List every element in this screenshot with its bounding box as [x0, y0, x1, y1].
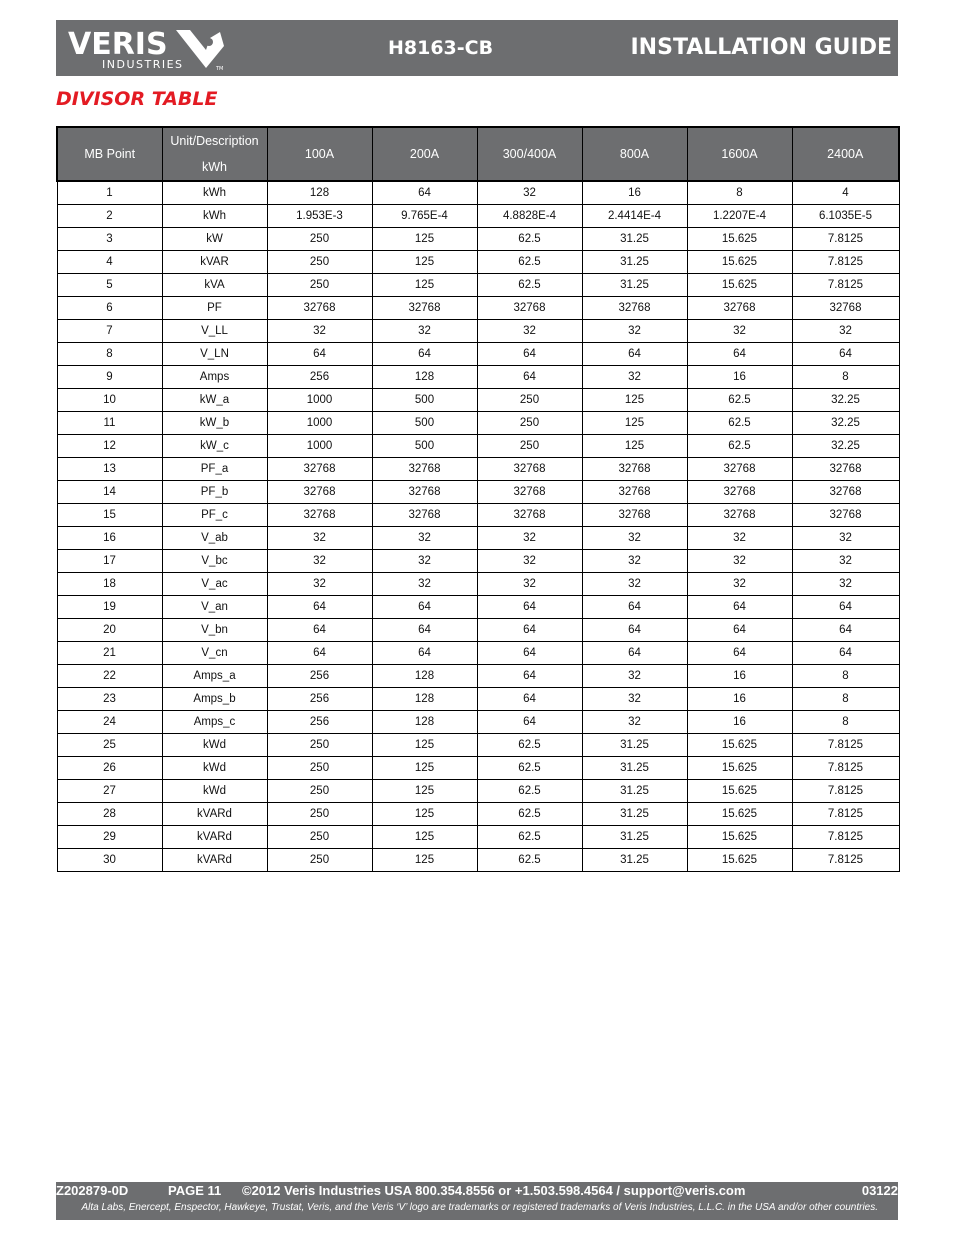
table-cell: 10 [57, 389, 162, 412]
column-header-100a: 100A [267, 127, 372, 181]
table-cell: 4 [57, 251, 162, 274]
table-cell: kWh [162, 181, 267, 205]
table-cell: 500 [372, 389, 477, 412]
table-cell: 15.625 [687, 826, 792, 849]
table-cell: Amps_c [162, 711, 267, 734]
table-cell: 64 [687, 596, 792, 619]
table-cell: PF_c [162, 504, 267, 527]
table-cell: 32 [582, 711, 687, 734]
table-cell: 64 [477, 343, 582, 366]
table-cell: kWh [162, 205, 267, 228]
table-row [57, 596, 899, 619]
table-cell: 3 [57, 228, 162, 251]
table-cell: 16 [57, 527, 162, 550]
table-cell: 125 [372, 849, 477, 872]
table-cell: 18 [57, 573, 162, 596]
table-cell: 31.25 [582, 274, 687, 297]
table-cell: PF_b [162, 481, 267, 504]
table-cell: 64 [477, 596, 582, 619]
table-cell: 8 [792, 688, 899, 711]
table-cell: 64 [792, 642, 899, 665]
table-cell: 32768 [477, 458, 582, 481]
table-cell: 16 [687, 665, 792, 688]
table-cell: 125 [582, 435, 687, 458]
table-cell: 32.25 [792, 412, 899, 435]
table-cell: 64 [687, 619, 792, 642]
table-cell: 15.625 [687, 757, 792, 780]
table-cell: 26 [57, 757, 162, 780]
table-cell: 250 [477, 435, 582, 458]
table-cell: 32 [477, 527, 582, 550]
table-cell: 32768 [582, 481, 687, 504]
table-cell: 62.5 [477, 757, 582, 780]
table-cell: 16 [582, 181, 687, 205]
table-cell: 64 [582, 343, 687, 366]
column-header-unit [162, 127, 267, 181]
table-cell: kW_b [162, 412, 267, 435]
guide-title: INSTALLATION GUIDE [630, 35, 892, 60]
table-row [57, 435, 899, 458]
table-cell: 15.625 [687, 734, 792, 757]
table-cell: 62.5 [477, 826, 582, 849]
table-cell: 32768 [687, 504, 792, 527]
table-cell: 32768 [477, 481, 582, 504]
table-cell: 32 [372, 527, 477, 550]
table-cell: 14 [57, 481, 162, 504]
table-cell: 125 [582, 389, 687, 412]
table-cell: 7.8125 [792, 849, 899, 872]
table-row [57, 550, 899, 573]
table-row [57, 619, 899, 642]
table-cell: 62.5 [477, 803, 582, 826]
table-row [57, 343, 899, 366]
table-cell: 15 [57, 504, 162, 527]
table-cell: V_ab [162, 527, 267, 550]
logo-tm-text: TM [216, 66, 224, 72]
table-cell: kWd [162, 780, 267, 803]
table-cell: 250 [477, 389, 582, 412]
table-cell: Amps_b [162, 688, 267, 711]
logo-main-text: VERIS [68, 27, 168, 62]
table-cell: 128 [372, 711, 477, 734]
table-cell: 32 [267, 573, 372, 596]
table-cell: 500 [372, 412, 477, 435]
table-cell: 64 [792, 596, 899, 619]
table-cell: 7.8125 [792, 734, 899, 757]
table-row [57, 389, 899, 412]
table-cell: 31.25 [582, 780, 687, 803]
table-cell: 20 [57, 619, 162, 642]
table-cell: 125 [372, 757, 477, 780]
table-cell: 32768 [792, 481, 899, 504]
table-cell: 24 [57, 711, 162, 734]
table-cell: 64 [477, 665, 582, 688]
table-cell: 64 [372, 642, 477, 665]
table-cell: 64 [792, 343, 899, 366]
veris-logo [66, 24, 236, 72]
table-cell: Amps_a [162, 665, 267, 688]
table-cell: 7.8125 [792, 803, 899, 826]
column-header-1600a: 1600A [687, 127, 792, 181]
table-cell: 32 [477, 550, 582, 573]
table-cell: 7.8125 [792, 251, 899, 274]
table-cell: 32768 [582, 458, 687, 481]
table-cell: 32768 [477, 297, 582, 320]
table-cell: 32 [372, 550, 477, 573]
table-cell: 32 [687, 320, 792, 343]
table-cell: 64 [687, 642, 792, 665]
table-cell: V_bc [162, 550, 267, 573]
table-cell: 32 [582, 527, 687, 550]
table-cell: 32 [582, 665, 687, 688]
table-cell: 22 [57, 665, 162, 688]
table-cell: kW [162, 228, 267, 251]
table-cell: 17 [57, 550, 162, 573]
column-header-unit-kwh: kWh [202, 160, 227, 174]
table-cell: 15.625 [687, 849, 792, 872]
table-cell: 1.2207E-4 [687, 205, 792, 228]
table-cell: kW_a [162, 389, 267, 412]
table-row [57, 642, 899, 665]
table-cell: 12 [57, 435, 162, 458]
table-cell: 64 [267, 596, 372, 619]
table-cell: Amps [162, 366, 267, 389]
table-row [57, 527, 899, 550]
table-cell: 125 [582, 412, 687, 435]
table-cell: 62.5 [477, 780, 582, 803]
table-cell: 250 [267, 849, 372, 872]
table-cell: 64 [372, 596, 477, 619]
column-header-mb-point: MB Point [57, 127, 162, 181]
table-cell: 62.5 [477, 274, 582, 297]
section-title: DIVISOR TABLE [56, 88, 218, 110]
table-cell: 250 [267, 803, 372, 826]
footer-date-code: 03122 [861, 1183, 898, 1198]
table-cell: kWd [162, 757, 267, 780]
table-cell: 7.8125 [792, 826, 899, 849]
table-cell: 6 [57, 297, 162, 320]
table-cell: V_LN [162, 343, 267, 366]
table-body [57, 181, 899, 872]
table-cell: 250 [267, 274, 372, 297]
table-cell: 125 [372, 803, 477, 826]
table-cell: 32768 [372, 481, 477, 504]
table-cell: 7 [57, 320, 162, 343]
table-cell: 16 [687, 366, 792, 389]
table-cell: 1.953E-3 [267, 205, 372, 228]
table-cell: V_LL [162, 320, 267, 343]
table-cell: 32 [477, 573, 582, 596]
table-cell: 31.25 [582, 734, 687, 757]
table-cell: 9 [57, 366, 162, 389]
table-cell: 23 [57, 688, 162, 711]
column-header-200a: 200A [372, 127, 477, 181]
table-cell: 30 [57, 849, 162, 872]
table-cell: V_bn [162, 619, 267, 642]
table-cell: 64 [372, 181, 477, 205]
table-cell: kVARd [162, 849, 267, 872]
table-cell: 64 [582, 596, 687, 619]
table-cell: 256 [267, 665, 372, 688]
table-cell: 32 [792, 573, 899, 596]
table-cell: 32768 [792, 458, 899, 481]
table-cell: 1000 [267, 389, 372, 412]
table-cell: 62.5 [687, 412, 792, 435]
page-footer [56, 1182, 898, 1220]
table-cell: 64 [582, 642, 687, 665]
table-cell: 125 [372, 274, 477, 297]
table-cell: 32 [792, 527, 899, 550]
table-cell: 62.5 [477, 251, 582, 274]
table-cell: kVA [162, 274, 267, 297]
column-header-2400a: 2400A [792, 127, 899, 181]
table-cell: 8 [792, 665, 899, 688]
table-cell: 62.5 [477, 849, 582, 872]
table-cell: 62.5 [687, 389, 792, 412]
table-row [57, 481, 899, 504]
table-cell: kWd [162, 734, 267, 757]
table-cell: kVARd [162, 803, 267, 826]
table-cell: 128 [372, 688, 477, 711]
table-cell: 32768 [477, 504, 582, 527]
table-cell: 62.5 [477, 228, 582, 251]
table-row [57, 366, 899, 389]
table-row [57, 297, 899, 320]
table-cell: 29 [57, 826, 162, 849]
table-cell: 62.5 [687, 435, 792, 458]
table-cell: 250 [267, 757, 372, 780]
table-cell: 32 [687, 573, 792, 596]
table-cell: kVARd [162, 826, 267, 849]
table-row [57, 458, 899, 481]
table-cell: 15.625 [687, 780, 792, 803]
table-cell: 32 [582, 366, 687, 389]
table-row [57, 504, 899, 527]
table-cell: 64 [267, 343, 372, 366]
table-cell: 125 [372, 251, 477, 274]
table-cell: 31.25 [582, 251, 687, 274]
table-cell: V_an [162, 596, 267, 619]
table-cell: 64 [477, 619, 582, 642]
table-cell: 7.8125 [792, 228, 899, 251]
table-cell: 250 [477, 412, 582, 435]
table-row [57, 228, 899, 251]
column-header-800a: 800A [582, 127, 687, 181]
table-row [57, 757, 899, 780]
table-row [57, 803, 899, 826]
table-cell: 8 [792, 711, 899, 734]
table-cell: kW_c [162, 435, 267, 458]
table-cell: 32 [477, 320, 582, 343]
table-cell: 11 [57, 412, 162, 435]
table-cell: kVAR [162, 251, 267, 274]
table-row [57, 665, 899, 688]
table-cell: 64 [792, 619, 899, 642]
table-cell: 9.765E-4 [372, 205, 477, 228]
table-row [57, 849, 899, 872]
column-header-300-400a: 300/400A [477, 127, 582, 181]
table-row [57, 205, 899, 228]
table-cell: 2 [57, 205, 162, 228]
table-cell: 32 [267, 527, 372, 550]
table-cell: 32768 [372, 458, 477, 481]
table-cell: 2.4414E-4 [582, 205, 687, 228]
table-cell: 32 [267, 550, 372, 573]
table-cell: 31.25 [582, 849, 687, 872]
table-cell: 25 [57, 734, 162, 757]
table-cell: V_cn [162, 642, 267, 665]
page-header [56, 20, 898, 76]
table-cell: 32768 [687, 481, 792, 504]
table-cell: 7.8125 [792, 757, 899, 780]
footer-copyright: ©2012 Veris Industries USA 800.354.8556 or +1.503.598.4564 / support@veris.com [242, 1183, 746, 1198]
table-cell: 32 [582, 573, 687, 596]
table-cell: 64 [372, 343, 477, 366]
table-cell: 16 [687, 688, 792, 711]
table-cell: PF [162, 297, 267, 320]
table-cell: 32768 [267, 504, 372, 527]
table-cell: 32768 [372, 504, 477, 527]
table-cell: 32 [582, 688, 687, 711]
table-cell: 8 [57, 343, 162, 366]
table-cell: 32768 [372, 297, 477, 320]
table-row [57, 711, 899, 734]
table-cell: 250 [267, 734, 372, 757]
table-cell: V_ac [162, 573, 267, 596]
table-cell: 62.5 [477, 734, 582, 757]
table-cell: 250 [267, 251, 372, 274]
table-cell: 4 [792, 181, 899, 205]
table-cell: 31.25 [582, 228, 687, 251]
table-cell: 256 [267, 366, 372, 389]
table-cell: 32 [792, 320, 899, 343]
table-cell: 31.25 [582, 803, 687, 826]
table-cell: 250 [267, 228, 372, 251]
table-cell: 1000 [267, 412, 372, 435]
table-cell: 13 [57, 458, 162, 481]
table-cell: 32768 [267, 481, 372, 504]
table-cell: 32 [792, 550, 899, 573]
table-cell: 7.8125 [792, 274, 899, 297]
table-cell: 32 [687, 527, 792, 550]
table-cell: 21 [57, 642, 162, 665]
table-cell: 32768 [582, 504, 687, 527]
table-cell: 5 [57, 274, 162, 297]
table-header-row [57, 127, 899, 181]
table-cell: 32 [477, 181, 582, 205]
table-cell: 19 [57, 596, 162, 619]
table-row [57, 320, 899, 343]
table-cell: 256 [267, 711, 372, 734]
table-row [57, 274, 899, 297]
table-cell: 500 [372, 435, 477, 458]
table-cell: 64 [477, 688, 582, 711]
table-cell: 250 [267, 826, 372, 849]
table-row [57, 573, 899, 596]
table-cell: 64 [267, 642, 372, 665]
table-cell: 125 [372, 826, 477, 849]
table-cell: 64 [372, 619, 477, 642]
table-cell: 256 [267, 688, 372, 711]
table-cell: 125 [372, 734, 477, 757]
table-cell: 27 [57, 780, 162, 803]
table-cell: 32 [687, 550, 792, 573]
table-cell: 32 [267, 320, 372, 343]
table-cell: 7.8125 [792, 780, 899, 803]
table-row [57, 181, 899, 205]
table-cell: PF_a [162, 458, 267, 481]
table-cell: 125 [372, 228, 477, 251]
table-cell: 64 [477, 366, 582, 389]
table-cell: 1 [57, 181, 162, 205]
table-cell: 32768 [792, 297, 899, 320]
table-cell: 32768 [267, 297, 372, 320]
logo-sub-text: INDUSTRIES [102, 58, 184, 71]
footer-doc-number: Z202879-0D [56, 1183, 129, 1198]
table-cell: 32768 [687, 458, 792, 481]
footer-trademark: Alta Labs, Enercept, Enspector, Hawkeye, Trustat, Veris, and the Veris ‘V’ logo are trademarks or registered trademarks of Veris Industries, L.L.C. in the USA and/or other countries. [81, 1202, 878, 1213]
table-cell: 6.1035E-5 [792, 205, 899, 228]
table-cell: 32768 [582, 297, 687, 320]
table-cell: 15.625 [687, 251, 792, 274]
table-row [57, 688, 899, 711]
table-cell: 32.25 [792, 435, 899, 458]
table-cell: 8 [687, 181, 792, 205]
table-row [57, 251, 899, 274]
table-row [57, 412, 899, 435]
table-row [57, 734, 899, 757]
table-cell: 32768 [267, 458, 372, 481]
table-cell: 128 [267, 181, 372, 205]
table-cell: 32 [582, 550, 687, 573]
table-cell: 64 [267, 619, 372, 642]
divisor-table [56, 126, 900, 872]
table-cell: 64 [687, 343, 792, 366]
table-cell: 15.625 [687, 274, 792, 297]
table-cell: 128 [372, 665, 477, 688]
table-cell: 64 [477, 642, 582, 665]
table-row [57, 826, 899, 849]
table-cell: 31.25 [582, 826, 687, 849]
table-cell: 250 [267, 780, 372, 803]
table-cell: 32 [372, 573, 477, 596]
v-logo-dot-icon [205, 38, 213, 46]
table-cell: 16 [687, 711, 792, 734]
table-cell: 125 [372, 780, 477, 803]
table-cell: 128 [372, 366, 477, 389]
table-cell: 32.25 [792, 389, 899, 412]
table-cell: 32768 [687, 297, 792, 320]
table-cell: 32 [582, 320, 687, 343]
table-cell: 15.625 [687, 803, 792, 826]
table-cell: 64 [582, 619, 687, 642]
table-cell: 15.625 [687, 228, 792, 251]
veris-logo-graphic [66, 24, 236, 72]
table-cell: 28 [57, 803, 162, 826]
table-cell: 4.8828E-4 [477, 205, 582, 228]
column-header-unit-description: Unit/Description [170, 134, 259, 148]
table-cell: 32768 [792, 504, 899, 527]
model-number: H8163-CB [388, 37, 494, 59]
table-cell: 32 [372, 320, 477, 343]
table-cell: 8 [792, 366, 899, 389]
table-cell: 31.25 [582, 757, 687, 780]
table-cell: 1000 [267, 435, 372, 458]
table-row [57, 780, 899, 803]
table-cell: 64 [477, 711, 582, 734]
footer-page-number: PAGE 11 [168, 1183, 222, 1198]
